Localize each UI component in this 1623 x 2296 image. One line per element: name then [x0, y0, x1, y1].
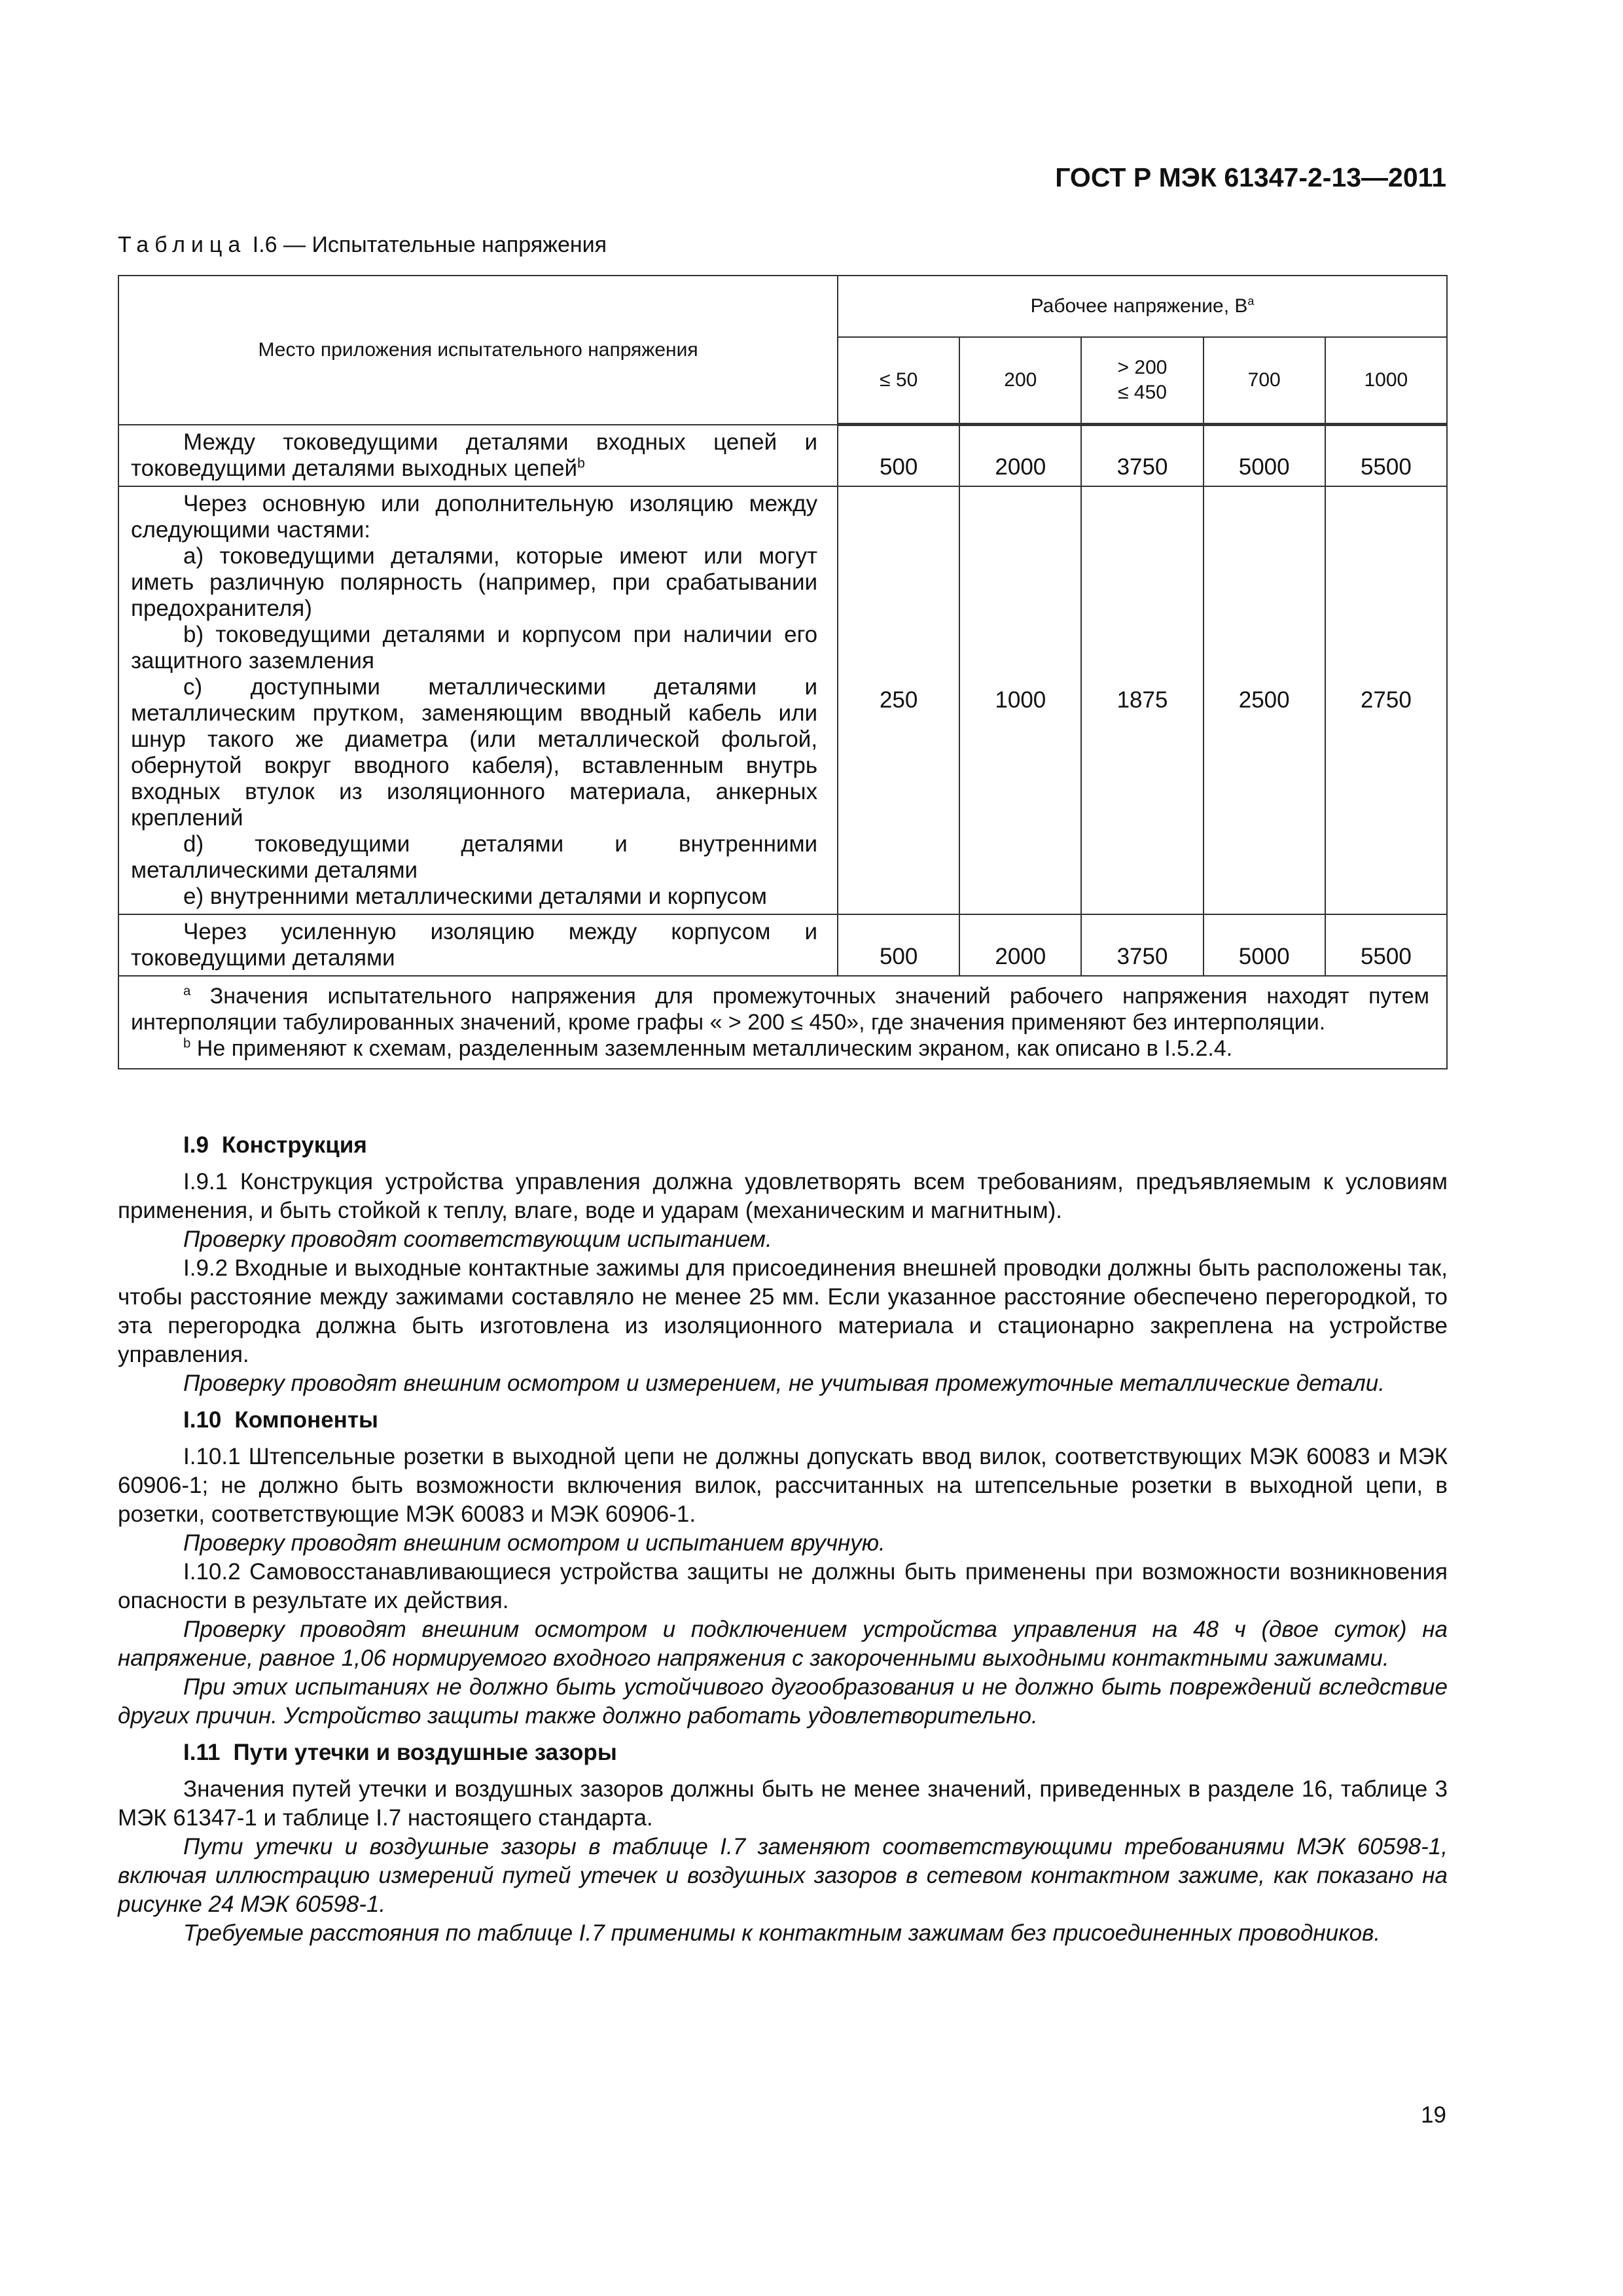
table-cell: 1875	[1081, 486, 1203, 914]
list-item: d) токоведущими деталями и внутренними металлическими деталями	[131, 831, 818, 883]
paragraph: I.9.1 Конструкция устройства управления должна удовлетворять всем требованиям, предъявляемым к условиям применения, и быть стойкой к теплу, влаге, воде и ударам (механическим и магнитным).	[118, 1169, 1448, 1223]
table-row	[118, 486, 1447, 914]
table-cell: 2750	[1325, 486, 1447, 914]
voltage-column-header: 1000	[1325, 337, 1447, 425]
paragraph: Требуемые расстояния по таблице I.7 применимы к контактным зажимам без присоединенных проводников.	[183, 1920, 1381, 1946]
voltage-column-header: ≤ 50	[838, 337, 959, 425]
working-voltage-header: Рабочее напряжение, $В^a$	[838, 276, 1447, 337]
section-heading: I.11 Пути утечки и воздушные зазоры	[183, 1740, 617, 1765]
table-cell: 5000	[1204, 425, 1325, 486]
paragraph: Пути утечки и воздушные зазоры в таблице I.7 заменяют соответствующими требованиями МЭК 60598-1, включая иллюстрацию измерений путей утечек и воздушных зазоров в сетевом контактном зажиме, как показано на рисунке 24 МЭК 60598-1.	[118, 1834, 1448, 1917]
paragraph: Значения путей утечки и воздушных зазоров должны быть не менее значений, приведенных в разделе 16, таблице 3 МЭК 61347-1 и таблице I.7 настоящего стандарта.	[118, 1776, 1448, 1831]
table-cell: 1000	[959, 486, 1081, 914]
table-row	[118, 425, 1447, 486]
table-cell: 3750	[1081, 914, 1203, 976]
table-notes	[118, 976, 1447, 1069]
row-description: Через усиленную изоляцию между корпусом и токоведущими деталями	[118, 914, 838, 976]
paragraph: I.9.2 Входные и выходные контактные зажимы для присоединения внешней проводки должны быть расположены так, чтобы расстояние между зажимами составляло не менее 25 мм. Если указанное расстояние обеспечено перегородкой, то эта перегородка должна быть изготовлена из изоляционного материала и стационарно закреплена на устройстве управления.	[118, 1255, 1448, 1367]
table-cell: 500	[838, 425, 959, 486]
list-item: e) внутренними металлическими деталями и корпусом	[183, 883, 767, 909]
table-cell: 5500	[1325, 425, 1447, 486]
table-header-row	[118, 276, 1447, 337]
list-item: a) токоведущими деталями, которые имеют или могут иметь различную полярность (например, при срабатывании предохранителя)	[131, 543, 818, 621]
paragraph: I.10.1 Штепсельные розетки в выходной цепи не должны допускать ввод вилок, соответствующих МЭК 60083 и МЭК 60906-1; не должно быть возможности включения вилок, рассчитанных на штепсельные розетки в выходной цепи, в розетки, соответствующие МЭК 60083 и МЭК 60906-1.	[118, 1444, 1448, 1527]
section-heading: I.9 Конструкция	[183, 1132, 367, 1158]
paragraph: Проверку проводят соответствующим испытанием.	[183, 1227, 772, 1252]
place-column-header: Место приложения испытательного напряжения	[118, 276, 838, 425]
table-cell: 5500	[1325, 914, 1447, 976]
paragraph: Проверку проводят внешним осмотром и подключением устройства управления на 48 ч (двое суток) на напряжение, равное 1,06 нормируемого входного напряжения с закороченными выходными контактными зажимами.	[118, 1617, 1448, 1671]
voltage-column-header: > 200 ≤ 450	[1081, 337, 1203, 425]
row-description: Между токоведущими деталями входных цепей и токоведущими деталями выходных цепей$^b$	[118, 425, 838, 486]
table-notes-row	[118, 976, 1447, 1069]
table-caption-title: I.6 — Испытательные напряжения	[246, 232, 607, 257]
body-text	[118, 1131, 1448, 1948]
footnote-mark-a: a	[1247, 295, 1255, 308]
table-cell: 5000	[1204, 914, 1325, 976]
table-cell: 500	[838, 914, 959, 976]
footnote-mark-b: b	[577, 455, 585, 471]
voltage-column-header: 200	[959, 337, 1081, 425]
table-cell: 3750	[1081, 425, 1203, 486]
test-voltages-table	[118, 275, 1448, 1069]
list-item: c) доступными металлическими деталями и металлическим прутком, заменяющим вводный кабель или шнур такого же диаметра (или металлической фольгой, обернутой вокруг вводного кабеля), вставленным внутрь входных втулок из изоляционного материала, анкерных креплений	[131, 673, 818, 831]
note-a: $^a$ Значения испытательного напряжения для промежуточных значений рабочего напряжения находят путем интерполяции табулированных значений, кроме графы « > 200 ≤ 450», где значения применяют без интерполяции.	[131, 983, 1429, 1035]
table-caption-label: Таблица	[118, 232, 247, 257]
table-cell: 2000	[959, 425, 1081, 486]
table-cell: 2000	[959, 914, 1081, 976]
section-heading: I.10 Компоненты	[183, 1407, 378, 1433]
table-cell: 250	[838, 486, 959, 914]
paragraph: Проверку проводят внешним осмотром и испытанием вручную.	[183, 1530, 885, 1556]
table-caption	[118, 232, 607, 258]
voltage-column-header: 700	[1204, 337, 1325, 425]
page-number: 19	[1421, 2102, 1446, 2128]
paragraph: При этих испытаниях не должно быть устойчивого дугообразования и не должно быть повреждений вследствие других причин. Устройство защиты также должно работать удовлетворительно.	[118, 1674, 1448, 1729]
row-description	[118, 486, 838, 914]
standard-number: ГОСТ Р МЭК 61347-2-13—2011	[1055, 162, 1446, 192]
table-row	[118, 914, 1447, 976]
table-cell: 2500	[1204, 486, 1325, 914]
paragraph: I.10.2 Самовосстанавливающиеся устройства защиты не должны быть применены при возможности возникновения опасности в результате их действия.	[118, 1559, 1448, 1613]
paragraph: Проверку проводят внешним осмотром и измерением, не учитывая промежуточные металлические детали.	[183, 1371, 1385, 1396]
list-item: b) токоведущими деталями и корпусом при наличии его защитного заземления	[131, 621, 818, 673]
row-intro: Через основную или дополнительную изоляцию между следующими частями:	[131, 490, 818, 543]
note-b: $^b$ Не применяют к схемам, разделенным заземленным металлическим экраном, как описано в I.5.2.4.	[183, 1035, 1233, 1061]
